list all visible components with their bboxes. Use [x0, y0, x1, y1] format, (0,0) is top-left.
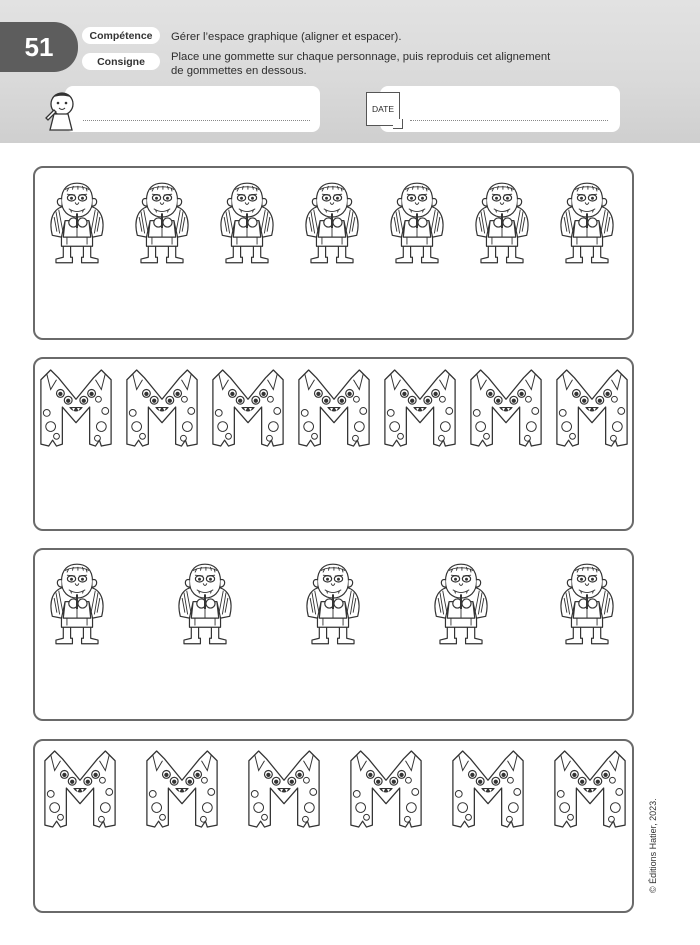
consigne-line-2: de gommettes en dessous. — [171, 65, 307, 77]
date-dotted-line — [410, 120, 608, 121]
monster-m-figure — [551, 749, 629, 831]
name-field[interactable] — [65, 86, 320, 132]
monster-m-figure — [347, 749, 425, 831]
exercise-panel-4[interactable] — [33, 739, 634, 913]
ogre-figure — [130, 179, 194, 266]
date-field[interactable] — [380, 86, 620, 132]
monster-m-figure — [123, 368, 201, 450]
date-label: DATE — [371, 104, 395, 114]
ogre-figure — [385, 179, 449, 266]
exercise-panel-2[interactable] — [33, 357, 634, 531]
monster-m-figure — [209, 368, 287, 450]
consigne-label: Consigne — [82, 53, 160, 70]
exercise-panel-1[interactable] — [33, 166, 634, 340]
monster-m-figure — [553, 368, 631, 450]
exercise-number: 51 — [0, 22, 78, 72]
calendar-icon — [366, 92, 400, 126]
monster-m-figure — [143, 749, 221, 831]
competence-text: Gérer l’espace graphique (aligner et espacer). — [171, 31, 402, 43]
copyright-notice: © Éditions Hatier, 2023. — [648, 798, 658, 893]
monster-m-figure — [41, 749, 119, 831]
name-dotted-line — [83, 120, 310, 121]
child-pencil-icon — [40, 90, 82, 134]
monster-m-figure — [245, 749, 323, 831]
monster-m-figure — [467, 368, 545, 450]
ogre-figure — [45, 560, 109, 647]
exercise-panel-3[interactable] — [33, 548, 634, 721]
competence-label: Compétence — [82, 27, 160, 44]
monster-m-figure — [449, 749, 527, 831]
ogre-figure — [429, 560, 493, 647]
ogre-figure — [215, 179, 279, 266]
monster-m-figure — [37, 368, 115, 450]
ogre-figure — [300, 179, 364, 266]
calendar-page-curl — [393, 119, 403, 129]
monster-m-figure — [381, 368, 459, 450]
ogre-figure — [555, 179, 619, 266]
ogre-figure — [173, 560, 237, 647]
ogre-figure — [45, 179, 109, 266]
exercise-header — [0, 0, 700, 143]
ogre-figure — [470, 179, 534, 266]
consigne-line-1: Place une gommette sur chaque personnage, puis reproduis cet alignement — [171, 51, 551, 63]
ogre-figure — [555, 560, 619, 647]
monster-m-figure — [295, 368, 373, 450]
ogre-figure — [301, 560, 365, 647]
